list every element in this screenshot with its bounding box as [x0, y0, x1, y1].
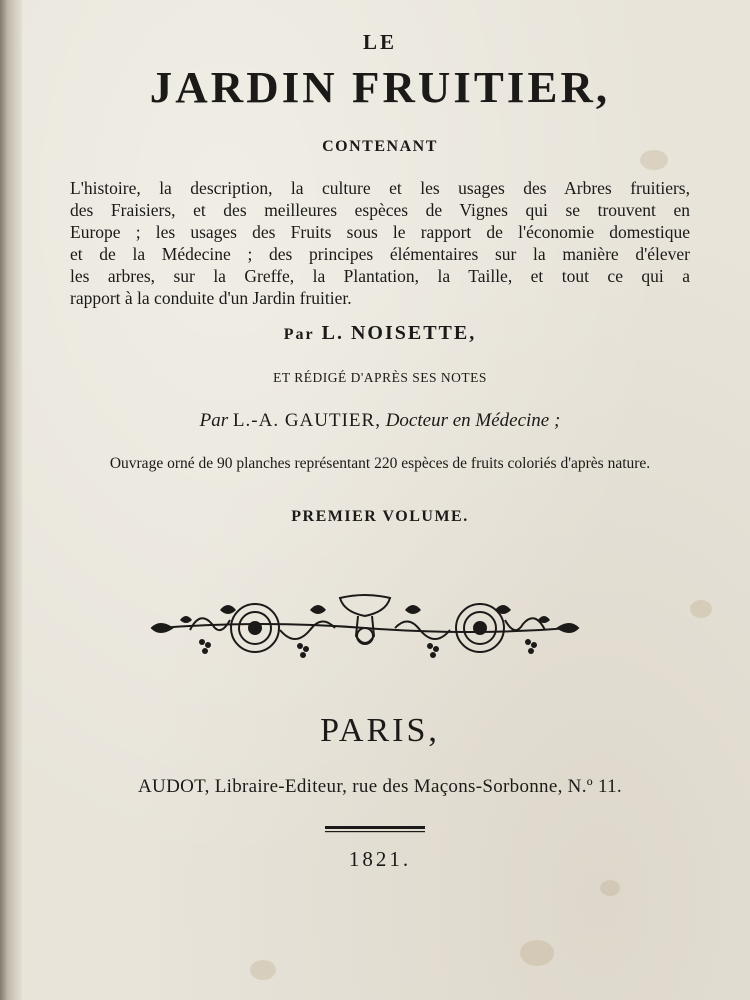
- description-line: des Fraisiers, et des meilleures espèces de Vignes qui se trouvent en: [70, 200, 690, 220]
- fold-shadow: [0, 0, 8, 1000]
- description-line: les arbres, sur la Greffe, la Plantation, la Taille, et tout ce qui a: [70, 266, 690, 286]
- vine-urn-rosette-ornament-icon: [150, 590, 580, 665]
- editor-title: Docteur en Médecine ;: [385, 410, 561, 431]
- redige-line: ET RÉDIGÉ D'APRÈS SES NOTES: [273, 370, 487, 385]
- title-article: LE: [362, 30, 397, 54]
- description-line: et de la Médecine ; des principes élémentaires sur la manière d'élever: [70, 244, 690, 264]
- publication-year: 1821.: [348, 847, 412, 871]
- foxing-spot: [250, 960, 276, 980]
- editor-name: L.-A. GAUTIER,: [232, 410, 381, 431]
- description-line: L'histoire, la description, la culture et les usages des Arbres fruitiers,: [70, 178, 690, 198]
- author-line: [30, 322, 730, 345]
- description-line: Europe ; les usages des Fruits sous le rapport de l'économie domestique: [70, 222, 690, 242]
- book-title: JARDIN FRUITIER,: [149, 63, 611, 112]
- author-name: L. NOISETTE,: [321, 322, 477, 344]
- double-rule-divider: [325, 826, 425, 833]
- foxing-spot: [520, 940, 554, 966]
- description-paragraph: [70, 177, 690, 309]
- volume-label: PREMIER VOLUME.: [291, 508, 469, 525]
- contenant-label: CONTENANT: [322, 138, 438, 155]
- description-line: rapport à la conduite d'un Jardin fruitier.: [70, 288, 352, 308]
- foxing-spot: [600, 880, 620, 896]
- publisher-line: AUDOT, Libraire-Editeur, rue des Maçons-Sorbonne, N.º 11.: [138, 776, 622, 797]
- editor-prefix: Par: [199, 410, 229, 431]
- editor-line: [30, 410, 730, 432]
- city-name: PARIS,: [320, 712, 440, 749]
- foxing-spot: [690, 600, 712, 618]
- author-prefix: Par: [283, 326, 315, 343]
- ouvrage-line: Ouvrage orné de 90 planches représentant 220 espèces de fruits coloriés d'après nature.: [109, 455, 651, 472]
